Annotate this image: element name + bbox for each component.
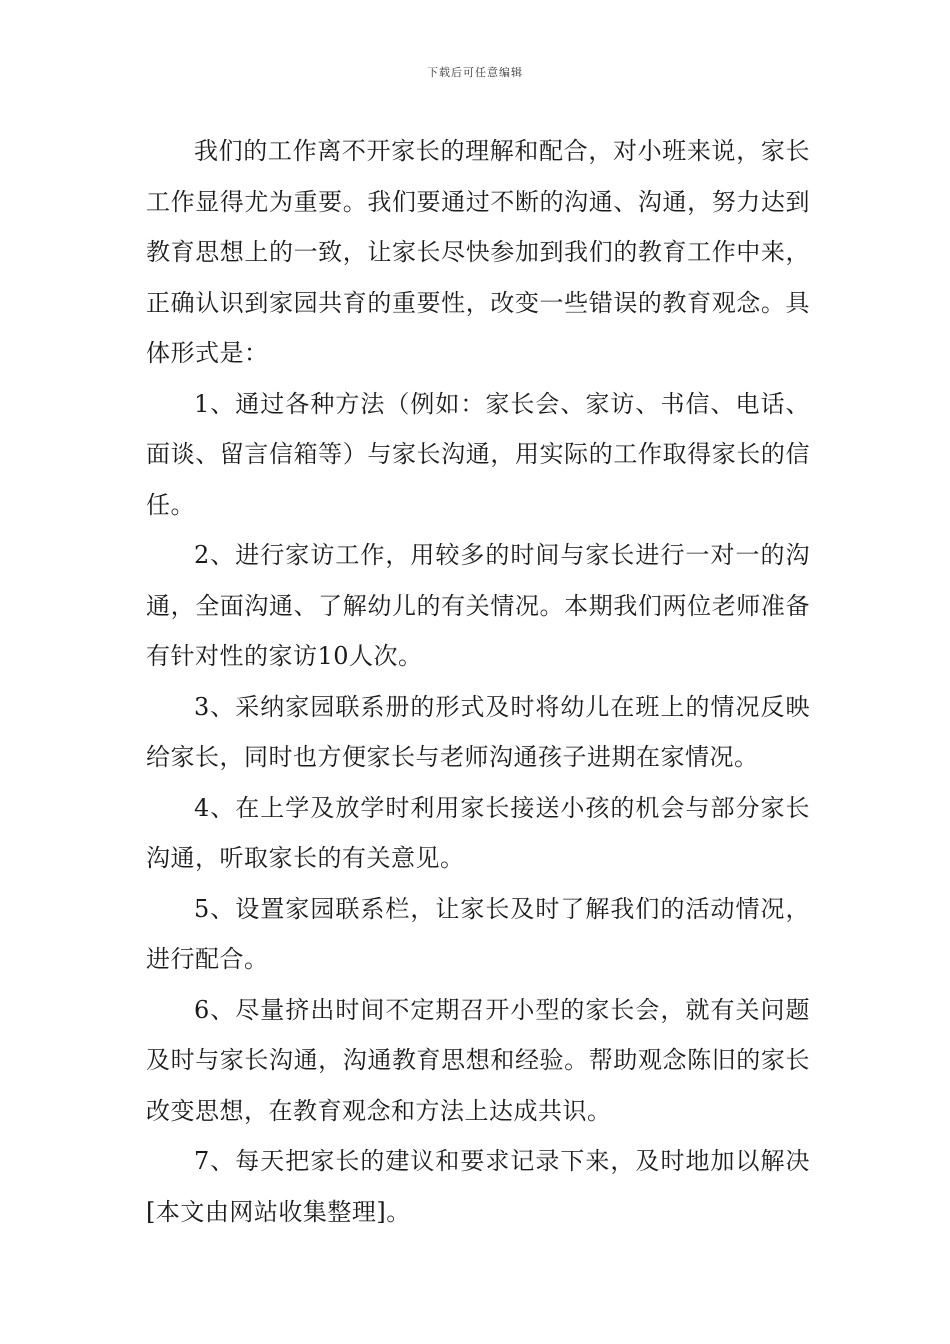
paragraph-item-7: 7、每天把家长的建议和要求记录下来，及时地加以解决[本文由网站收集整理]。	[146, 1147, 810, 1226]
paragraph-intro: 我们的工作离不开家长的理解和配合，对小班来说，家长工作显得尤为重要。我们要通过不断的沟通、沟通，努力达到教育思想上的一致，让家长尽快参加到我们的教育工作中来，正确认识到家园共育的重要性，改变一些错误的教育观念。具体形式是：	[146, 137, 810, 367]
paragraph-item-6: 6、尽量挤出时间不定期召开小型的家长会，就有关问题及时与家长沟通，沟通教育思想和经验。帮助观念陈旧的家长改变思想，在教育观念和方法上达成共识。	[146, 995, 810, 1125]
paragraph-item-4: 4、在上学及放学时利用家长接送小孩的机会与部分家长沟通，听取家长的有关意见。	[146, 793, 810, 872]
body-text	[146, 126, 810, 1237]
paragraph-item-1: 1、通过各种方法（例如：家长会、家访、书信、电话、面谈、留言信箱等）与家长沟通，用实际的工作取得家长的信任。	[146, 389, 810, 519]
paragraph-item-3: 3、采纳家园联系册的形式及时将幼儿在班上的情况反映给家长，同时也方便家长与老师沟通孩子进期在家情况。	[146, 692, 810, 771]
paragraph-item-2: 2、进行家访工作，用较多的时间与家长进行一对一的沟通，全面沟通、了解幼儿的有关情况。本期我们两位老师准备有针对性的家访10人次。	[146, 541, 810, 670]
header-note: 下载后可任意编辑	[427, 66, 523, 79]
paragraph-item-5: 5、设置家园联系栏，让家长及时了解我们的活动情况，进行配合。	[146, 894, 810, 973]
